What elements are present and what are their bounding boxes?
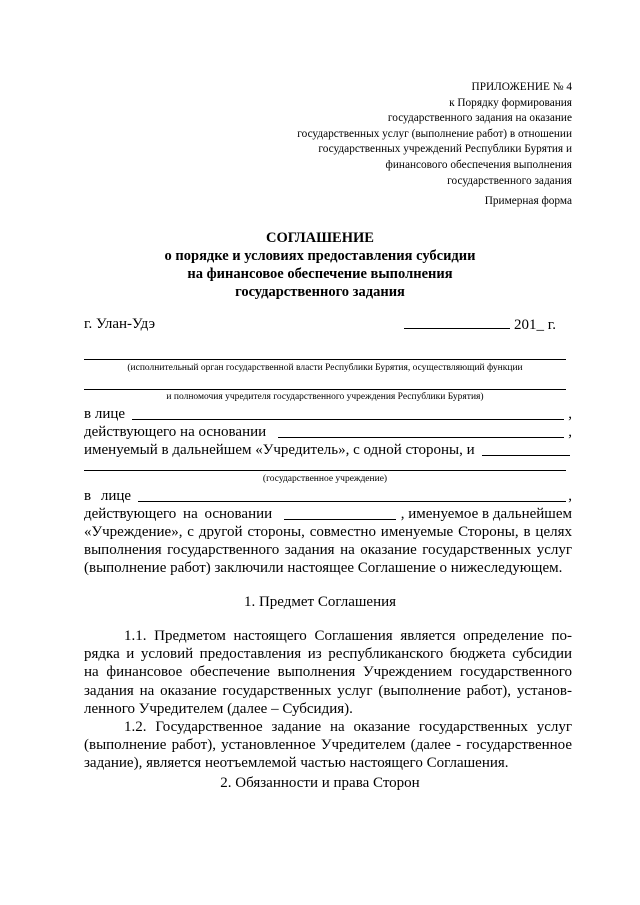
basis-blank[interactable] (278, 437, 564, 438)
paragraph-line: 1.1. Предметом настоящего Соглашения является определение по- (124, 628, 572, 644)
document-title (0, 229, 640, 301)
paragraph-line: рядка и условий предоставления из республиканского бюджета субсидии (84, 646, 572, 663)
appendix-line: государственных учреждений Республики Бурятия и (318, 143, 572, 156)
appendix-header (297, 80, 572, 189)
city-name: г. Улан-Удэ (84, 316, 156, 332)
basis-blank-2[interactable] (284, 519, 396, 520)
clause-1-1 (84, 627, 572, 718)
date-year: 201_ г. (514, 317, 556, 333)
appendix-line: государственного задания (447, 174, 572, 187)
paragraph-line: (выполнение работ) заключили настоящее Соглашение о нижеследующем. (84, 560, 563, 577)
founder-caption: (исполнительный орган государственной власти Республики Бурятия, осуществляющий функции (127, 363, 523, 373)
paragraph-line: 1.2. Государственное задание на оказание государственных услуг (124, 719, 572, 735)
clause-1-2 (84, 718, 572, 773)
section-2-heading: 2. Обязанности и права Сторон (220, 775, 420, 791)
title-line-3: на финансовое обеспечение выполнения (187, 266, 453, 282)
appendix-line: финансового обеспечения выполнения (385, 158, 572, 171)
named-blank[interactable] (482, 455, 570, 456)
paragraph-line: (выполнение работ), установленное Учредителем (далее - государственное (84, 737, 572, 754)
named-label: именуемый в дальнейшем «Учредитель», с одной стороны, и (84, 442, 475, 458)
section-1-heading: 1. Предмет Соглашения (243, 594, 397, 610)
basis-suffix: , именуемое в дальнейшем (400, 506, 572, 522)
paragraph-line: ленного Учредителем (далее – Субсидия). (84, 700, 353, 717)
founder-blank-line-2[interactable] (84, 389, 566, 390)
form-note: Примерная форма (484, 195, 572, 207)
founder-blank-line[interactable] (84, 359, 566, 360)
basis-label: действующего на основании (84, 424, 267, 440)
paragraph-line: задания на оказание государственных услуг (выполнение работ), установ- (84, 682, 572, 699)
paragraph-line: «Учреждение», с другой стороны, совместно именуемые Стороны, в целях (84, 524, 572, 540)
appendix-line: государственных услуг (выполнение работ) в отношении (297, 127, 572, 140)
institution-caption: (государственное учреждение) (262, 474, 388, 484)
person-label-2: в лице (84, 488, 132, 504)
comma: , (568, 424, 572, 440)
person-label: в лице (84, 406, 126, 422)
paragraph-line: выполнения государственного задания на оказание государственных услуг (84, 542, 572, 559)
comma: , (568, 406, 572, 422)
paragraph-line: на финансовое обеспечение выполнения Учреждением государственного (84, 664, 572, 681)
appendix-line: ПРИЛОЖЕНИЕ № 4 (471, 81, 572, 93)
founder-caption-2: и полномочия учредителя государственного учреждения Республики Бурятия) (166, 392, 484, 402)
title-line-2: о порядке и условиях предоставления субсидии (164, 248, 476, 264)
comma: , (568, 488, 572, 504)
appendix-line: к Порядку формирования (449, 96, 572, 109)
parties-paragraph (84, 523, 572, 578)
title-line-4: государственного задания (235, 284, 405, 300)
basis-label-2: действующего на основании (84, 506, 273, 522)
person-blank[interactable] (132, 419, 564, 420)
appendix-line: государственного задания на оказание (387, 112, 572, 125)
title-line-1: СОГЛАШЕНИЕ (266, 230, 374, 246)
paragraph-line: задание), является неотъемлемой частью настоящего Соглашения. (84, 755, 509, 772)
person-blank-2[interactable] (138, 501, 566, 502)
institution-blank-line[interactable] (84, 470, 566, 471)
date-field[interactable] (404, 315, 556, 334)
